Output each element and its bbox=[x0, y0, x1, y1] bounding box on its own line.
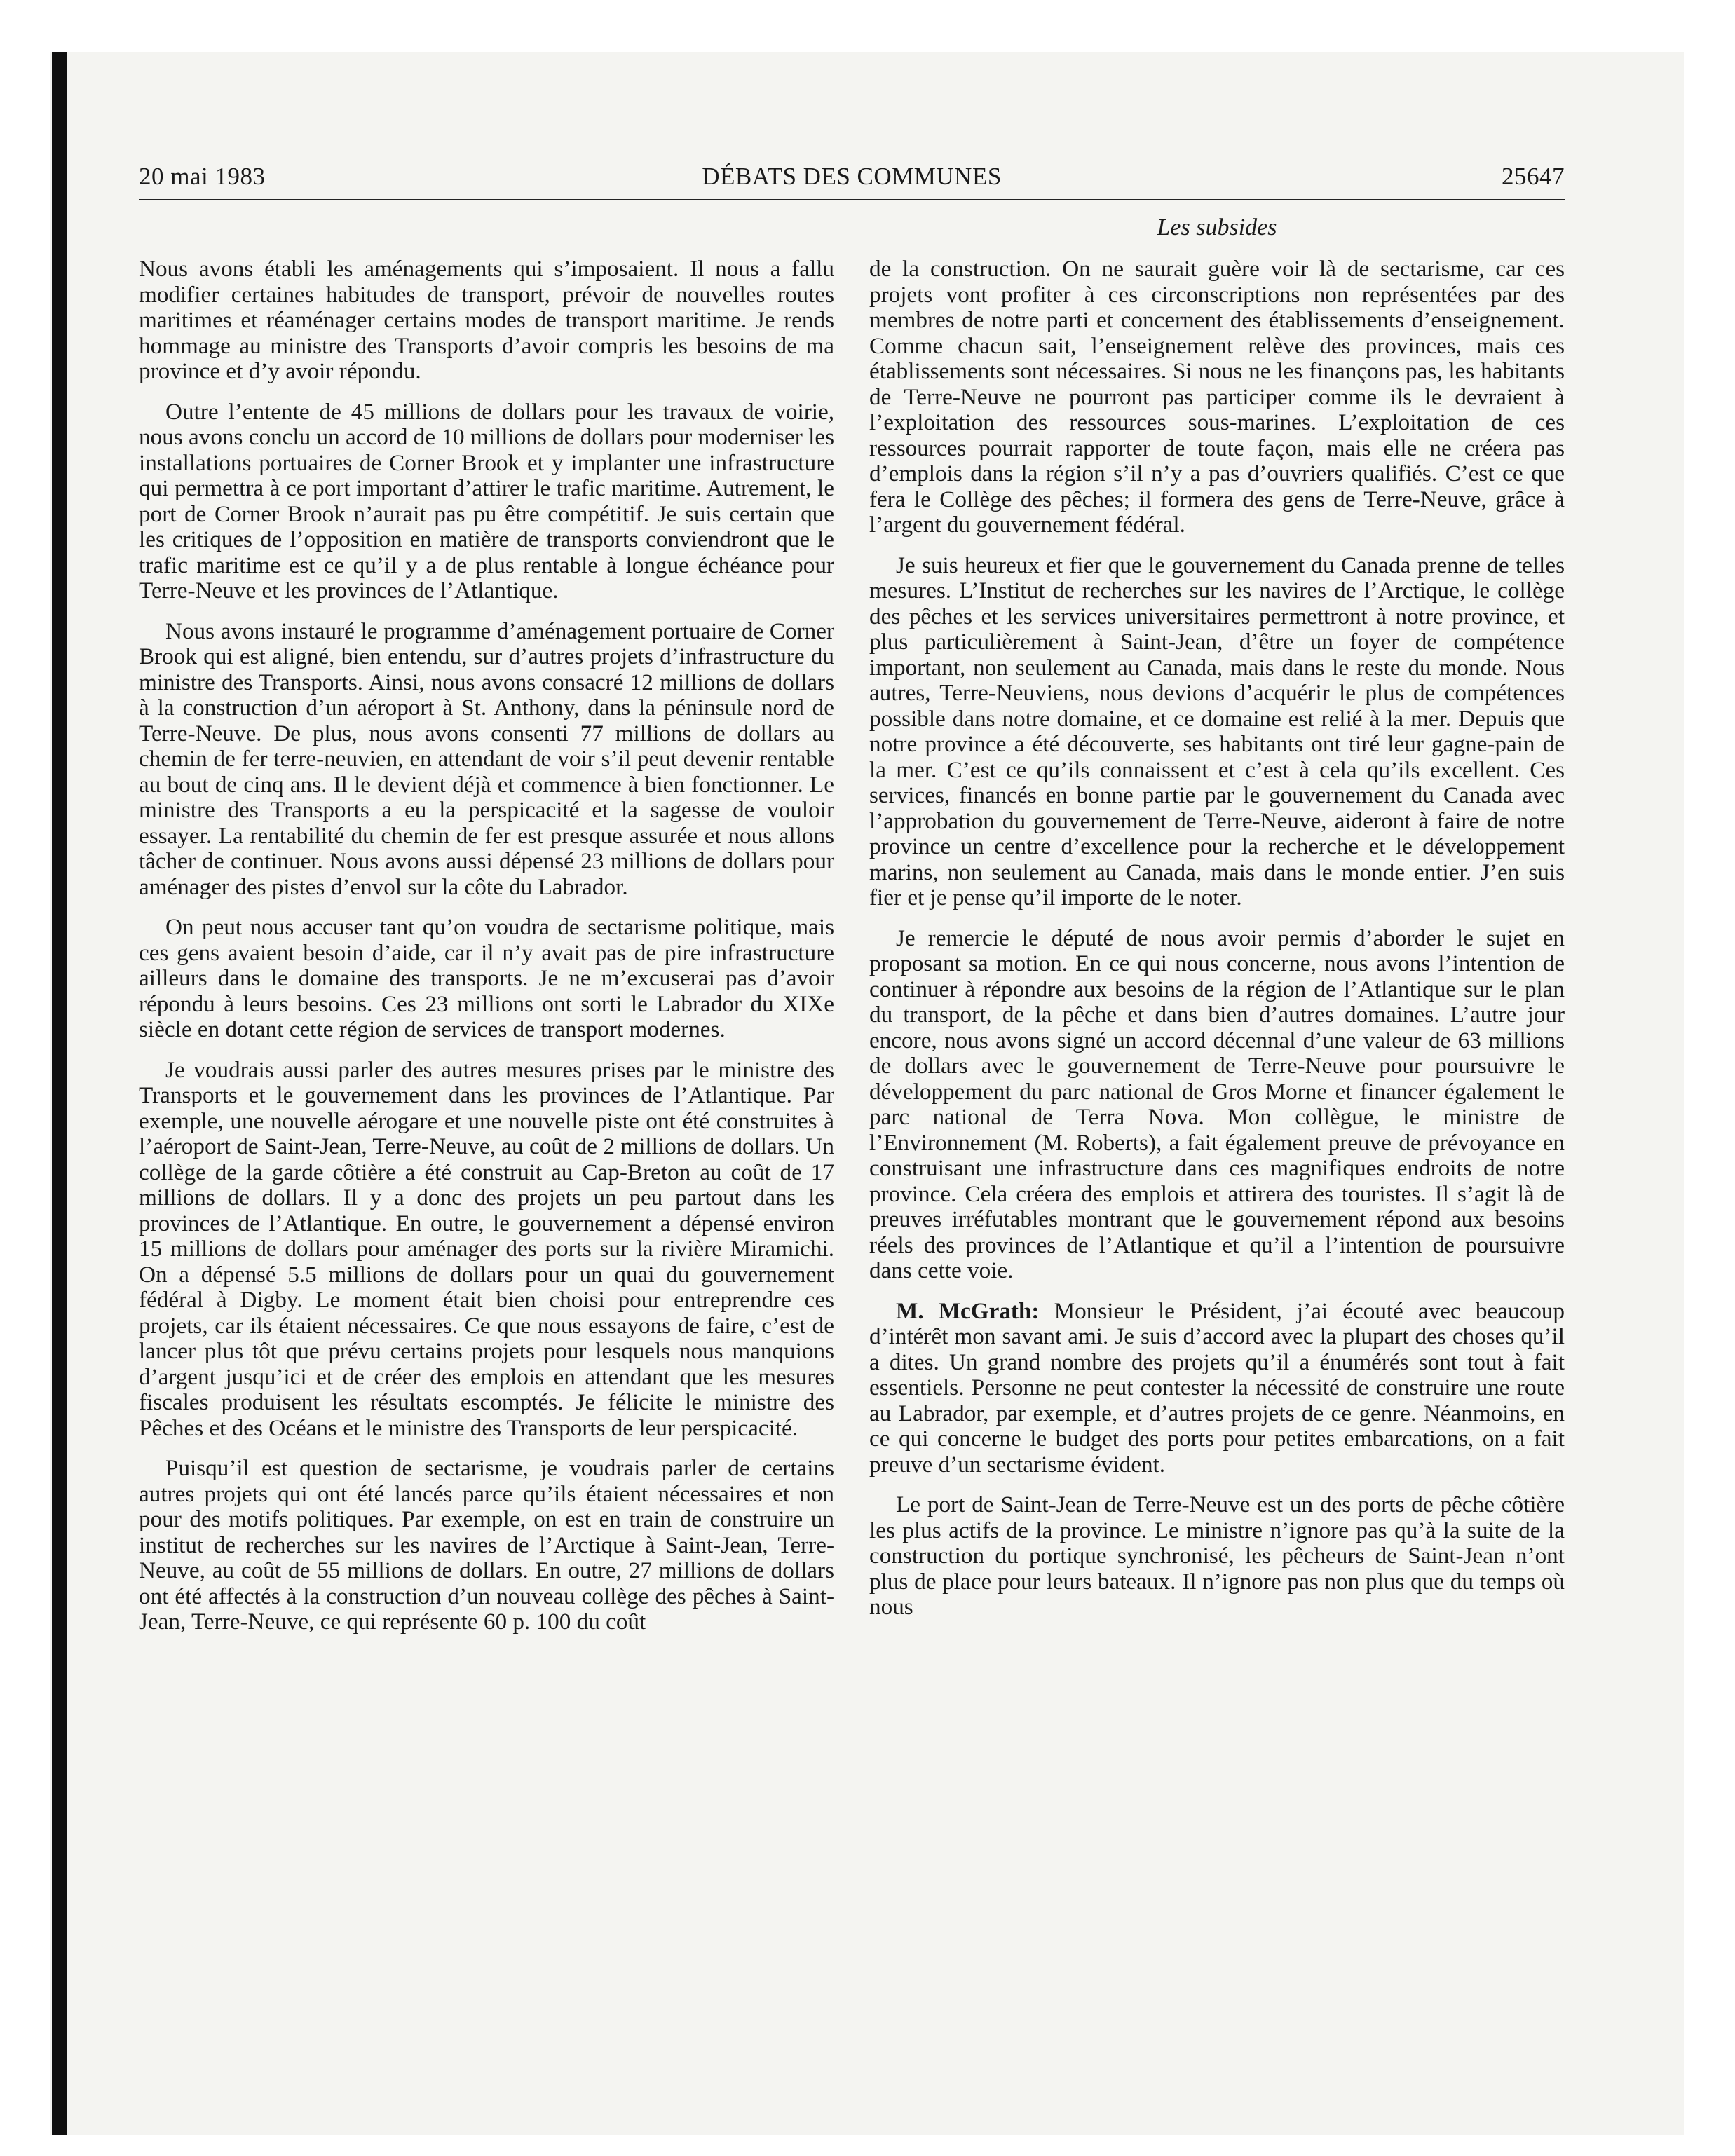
paragraph: Outre l’entente de 45 millions de dollars pour les travaux de voirie, nous avons conclu un accord de 10 millions de dollars pour moderniser les installations portuaires de Corner Brook et y implanter une infrastructure qui permettra à ce port important d’attirer le trafic maritime. Autrement, le port de Corner Brook n’aurait pas pu être compétitif. Je suis certain que les critiques de l’opposition en matière de transports conviendront que le trafic maritime est ce qu’il y a de plus rentable à longue échéance pour Terre-Neuve et les provinces de l’Atlantique. bbox=[139, 398, 834, 603]
paragraph: Nous avons établi les aménagements qui s’imposaient. Il nous a fallu modifier certaines habitudes de transport, prévoir de nouvelles routes maritimes et réaménager certains modes de transport maritime. Je rends hommage au ministre des Transports d’avoir compris les besoins de ma province et d’y avoir répondu. bbox=[139, 256, 834, 384]
paragraph: Puisqu’il est question de sectarisme, je voudrais parler de certains autres projets qui ont été lancés parce qu’ils étaient nécessaires et non pour des motifs politiques. Par exemple, on est en train de construire un institut de recherches sur les navires de l’Arctique à Saint-Jean, Terre-Neuve, au coût de 55 millions de dollars. En outre, 27 millions de dollars ont été affectés à la construction d’un nouveau collège des pêches à Saint-Jean, Terre-Neuve, ce qui représente 60 p. 100 du coût bbox=[139, 1455, 834, 1635]
section-title: Les subsides bbox=[1157, 214, 1277, 240]
paragraph: de la construction. On ne saurait guère voir là de sectarisme, car ces projets vont profiter à ces circonscriptions non représentées par des membres de notre parti et concernent des établissements d’enseignement. Comme chacun sait, l’enseignement relève des provinces, mais ces établissements sont nécessaires. Si nous ne les finançons pas, les habitants de Terre-Neuve ne pourront pas participer comme ils le devraient à l’exploitation des ressources sous-marines. L’exploitation de ces ressources pourrait rapporter de toute façon, mais elle ne créera pas d’emplois dans la région s’il n’y a pas d’ouvriers qualifiés. C’est ce que fera le Collège des pêches; il formera des gens de Terre-Neuve, grâce à l’argent du gouvernement fédéral. bbox=[869, 256, 1565, 538]
paragraph: Je voudrais aussi parler des autres mesures prises par le ministre des Transports et le gouvernement dans les provinces de l’Atlantique. Par exemple, une nouvelle aérogare et une nouvelle piste ont été construites à l’aéroport de Saint-Jean, Terre-Neuve, au coût de 2 millions de dollars. Un collège de la garde côtière a été construit au Cap-Breton au coût de 17 millions de dollars. Il y a donc des projets un peu partout dans les provinces de l’Atlantique. En outre, le gouvernement a dépensé environ 15 millions de dollars pour aménager des ports sur la rivière Miramichi. On a dépensé 5.5 millions de dollars pour un quai du gouvernement fédéral à Digby. Le moment était bien choisi pour entreprendre ces projets, car ils étaient nécessaires. Ce que nous essayons de faire, c’est de lancer plus tôt que prévu certains projets pour lesquels nous manquions d’argent jusqu’ici et de créer des emplois en attendant que les mesures fiscales produisent les résultats escomptés. Je félicite le ministre des Pêches et des Océans et le ministre des Transports de leur perspicacité. bbox=[139, 1056, 834, 1441]
header-date: 20 mai 1983 bbox=[139, 163, 266, 190]
speech-paragraph bbox=[869, 1299, 1565, 1478]
speaker-name: M. McGrath: bbox=[896, 1297, 1040, 1324]
paragraph: On peut nous accuser tant qu’on voudra de sectarisme politique, mais ces gens avaient besoin d’aide, car il n’y avait pas de pire infrastructure ailleurs dans le domaine des transports. Je ne m’excuserai pas d’avoir répondu à leurs besoins. Ces 23 millions ont sorti le Labrador du XIXe siècle en dotant cette région de services de transport modernes. bbox=[139, 914, 834, 1042]
speech-text: Monsieur le Président, j’ai écouté avec beaucoup d’intérêt mon savant ami. Je suis d’accord avec la plupart des choses qu’il a dites. Un grand nombre des projets qu’il a énumérés sont tout à fait essentiels. Personne ne peut contester la nécessité de construire une route au Labrador, par exemple, et d’autres projets de ce genre. Néanmoins, en ce qui concerne le budget des ports pour petites embarcations, on a fait preuve d’un sectarisme évident. bbox=[869, 1297, 1565, 1478]
right-column bbox=[869, 257, 1565, 1635]
paragraph: Le port de Saint-Jean de Terre-Neuve est un des ports de pêche côtière les plus actifs de la province. Le ministre n’ignore pas qu’à la suite de la construction du portique synchronisé, les pêcheurs de Saint-Jean n’ont plus de place pour leurs bateaux. Il n’ignore pas non plus que du temps où nous bbox=[869, 1492, 1565, 1620]
header-page-number: 25647 bbox=[1502, 163, 1565, 190]
paragraph: Nous avons instauré le programme d’aménagement portuaire de Corner Brook qui est aligné, bien entendu, sur d’autres projets d’infrastructure du ministre des Transports. Ainsi, nous avons consacré 12 millions de dollars à la construction d’un aéroport à St. Anthony, dans la péninsule nord de Terre-Neuve. De plus, nous avons consenti 77 millions de dollars au chemin de fer terre-neuvien, en attendant de voir s’il peut devenir rentable au bout de cinq ans. Il le devient déjà et commence à bien fonctionner. Le ministre des Transports a eu la perspicacité et la sagesse de vouloir essayer. La rentabilité du chemin de fer est presque assurée et nous allons tâcher de continuer. Nous avons aussi dépensé 23 millions de dollars pour aménager des pistes d’envol sur la côte du Labrador. bbox=[139, 618, 834, 900]
paragraph: Je remercie le député de nous avoir permis d’aborder le sujet en proposant sa motion. En ce qui nous concerne, nous avons l’intention de continuer à répondre aux besoins de la région de l’Atlantique sur le plan du transport, de la pêche et dans bien d’autres domaines. L’autre jour encore, nous avons signé un accord décennal d’une valeur de 63 millions de dollars avec le gouvernement de Terre-Neuve pour poursuivre le développement du parc national de Gros Morne et financer également le parc national de Terra Nova. Mon collègue, le ministre de l’Environnement (M. Roberts), a fait également preuve de prévoyance en construisant une infrastructure dans ces magnifiques endroits de notre province. Cela créera des emplois et attirera des touristes. Il s’agit là de preuves irréfutables montrant que le gouvernement répond aux besoins réels des provinces de l’Atlantique et qu’il a l’intention de poursuivre dans cette voie. bbox=[869, 925, 1565, 1283]
binding-edge bbox=[52, 52, 67, 2135]
left-column bbox=[139, 257, 834, 1650]
header-title: DÉBATS DES COMMUNES bbox=[702, 163, 1002, 190]
page-header bbox=[139, 160, 1565, 200]
paragraph: Je suis heureux et fier que le gouvernement du Canada prenne de telles mesures. L’Institut de recherches sur les navires de l’Arctique, le collège des pêches et les services universitaires permettront à notre province, et plus particulièrement à Saint-Jean, d’être un foyer de compétence important, non seulement au Canada, mais dans le reste du monde. Nous autres, Terre-Neuviens, nous devions d’acquérir le plus de compétences possible dans notre domaine, et ce domaine est relié à la mer. Depuis que notre province a été découverte, ses habitants ont tiré leur gagne-pain de la mer. C’est ce qu’ils connaissent et c’est à cela qu’ils excellent. Ces services, financés en bonne partie par le gouvernement du Canada avec l’approbation du gouvernement de Terre-Neuve, aideront à faire de notre province un centre d’excellence pour la recherche et le développement marins, non seulement au Canada, mais dans le monde entier. J’en suis fier et je pense qu’il importe de le noter. bbox=[869, 552, 1565, 910]
